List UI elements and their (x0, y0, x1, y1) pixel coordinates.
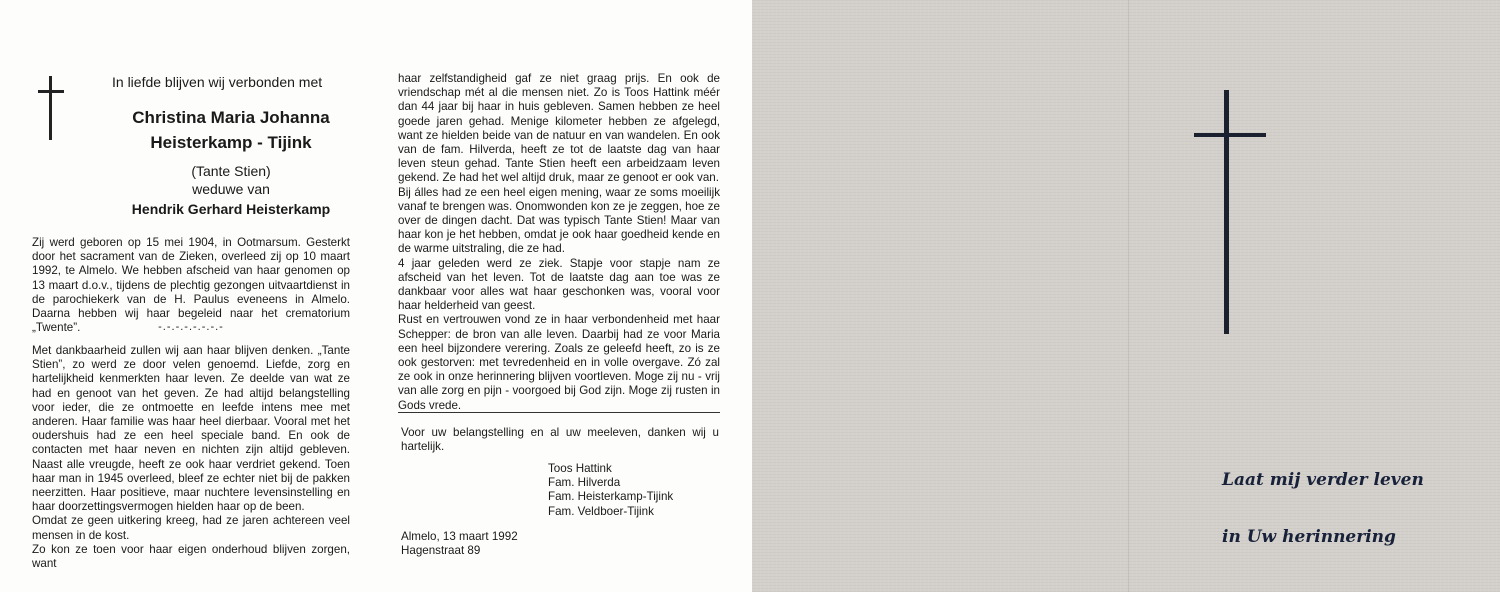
signatory: Toos Hattink (548, 462, 612, 475)
paragraph-continue: Zo kon ze toen voor haar eigen onderhoud blijven zorgen, want (32, 542, 350, 571)
intro-line: In liefde blijven wij verbonden met (112, 74, 323, 90)
separator: -.-.-.-.-.-.-.- (158, 321, 224, 333)
large-cross-icon (1194, 90, 1266, 334)
paragraph-boarders: Omdat ze geen uitkering kreeg, had ze jaren achtereen veel mensen in de kost. (32, 514, 350, 542)
address: Hagenstraat 89 (401, 544, 481, 558)
signatory: Fam. Veldboer-Tijink (548, 504, 654, 518)
place-date: Almelo, 13 maart 1992 (401, 530, 518, 543)
fold-line (1128, 0, 1129, 592)
widow-of-label: weduwe van (192, 181, 270, 197)
signatories (548, 462, 673, 519)
deceased-name-line2: Heisterkamp - Tijink (150, 133, 312, 152)
cover-line2: in Uw herinnering (1222, 527, 1396, 547)
divider-line (398, 412, 720, 413)
paragraph-opinion: Bij álles had ze een heel eigen mening, waar ze soms moeilijk vanaf te brengen was. Onomwonden kon ze je zeggen, hoe ze over de dingen dacht. Dat was typisch Tante Stien! Maar van haar kon je het hebben, omdat je ook haar goedheid kende en de warme uitstraling, die ze had. (398, 185, 720, 256)
signatory: Fam. Heisterkamp-Tijink (548, 490, 674, 504)
thanks-text: Voor uw belangstelling en al uw meeleven, danken wij u hartelijk. (401, 426, 719, 454)
nickname: (Tante Stien) (191, 163, 271, 179)
husband-name: Hendrik Gerhard Heisterkamp (131, 201, 331, 217)
paragraph-gratitude: Met dankbaarheid zullen wij aan haar blijven denken. „Tante Stien”, zo werd ze door velen genoemd. Liefde, zorg en hartelijkheid kenmerkten haar leven. Ze deelde van wat ze had en genoot van het geven. Ze had altijd belangstelling voor ieder, die ze ontmoette en leefde intens mee met anderen. Haar familie was haar heel dierbaar. Vooral met het oudershuis had ze een heel speciale band. En ook de contacten met haar neven en nichten zijn altijd gebleven. Naast alle vreugde, heeft ze ook haar verdriet gekend. Toen haar man in 1945 overleed, bleef ze echter niet bij de pakken neerzitten. Haar positieve, maar nuchtere levensinstelling en haar doorzettingsvermogen hielden haar op de been. (32, 344, 350, 514)
paragraph-faith: Rust en vertrouwen vond ze in haar verbondenheid met haar Schepper: de bron van alle leven. Daarbij had ze voor Maria een heel bijzondere verering. Zoals ze geleefd heeft, zo is ze ook gestorven: met tevredenheid en in volle overgave. Zó zal ze ook in onze herinnering blijven voortleven. Moge zij nu - vrij van alle zorg en pijn - voorgoed bij God zijn. Moge zij rusten in Gods vrede. (398, 313, 720, 412)
right-column-text (398, 72, 720, 413)
cross-icon (38, 76, 64, 140)
paragraph-independence: haar zelfstandigheid gaf ze niet graag prijs. En ook de vriendschap mét al die mensen niet. Zo is Toos Hattink méér dan 44 jaar bij haar in huis gebleven. Samen hebben ze heel goede jaren gehad. Menige kilometer hebben ze afgelegd, want ze hielden beide van de natuur en van wandelen. En ook van de fam. Hilverda, heeft ze tot de laatste dag van haar leven steun gehad. Tante Stien heeft een arbeidzaam leven gekend. Ze had het wel altijd druk, maar ze genoot er ook van. (398, 72, 720, 185)
cover-line1: Laat mij verder leven (1222, 470, 1424, 490)
paragraph-remembrance (32, 344, 350, 571)
paragraph-birth-death: Zij werd geboren op 15 mei 1904, in Ootmarsum. Gesterkt door het sacrament van de Zieken, overleed zij op 10 maart 1992, te Almelo. We hebben afscheid van haar genomen op 13 maart d.o.v., tijdens de plechtig gezongen uitvaartdienst in de parochiekerk van de H. Paulus eveneens in Almelo. Daarna hebben wij haar begeleid naar het crematorium „Twente”. (32, 236, 350, 335)
place-date-address (401, 530, 518, 558)
signatory: Fam. Hilverda (548, 476, 621, 490)
deceased-name-line1: Christina Maria Johanna (132, 108, 330, 127)
paragraph-illness: 4 jaar geleden werd ze ziek. Stapje voor stapje nam ze afscheid van het leven. Tot de laatste dag aan toe was ze dankbaar voor alles wat haar geschonken was, vooral voor haar helderheid van geest. (398, 256, 720, 313)
cover-page (752, 0, 1500, 592)
